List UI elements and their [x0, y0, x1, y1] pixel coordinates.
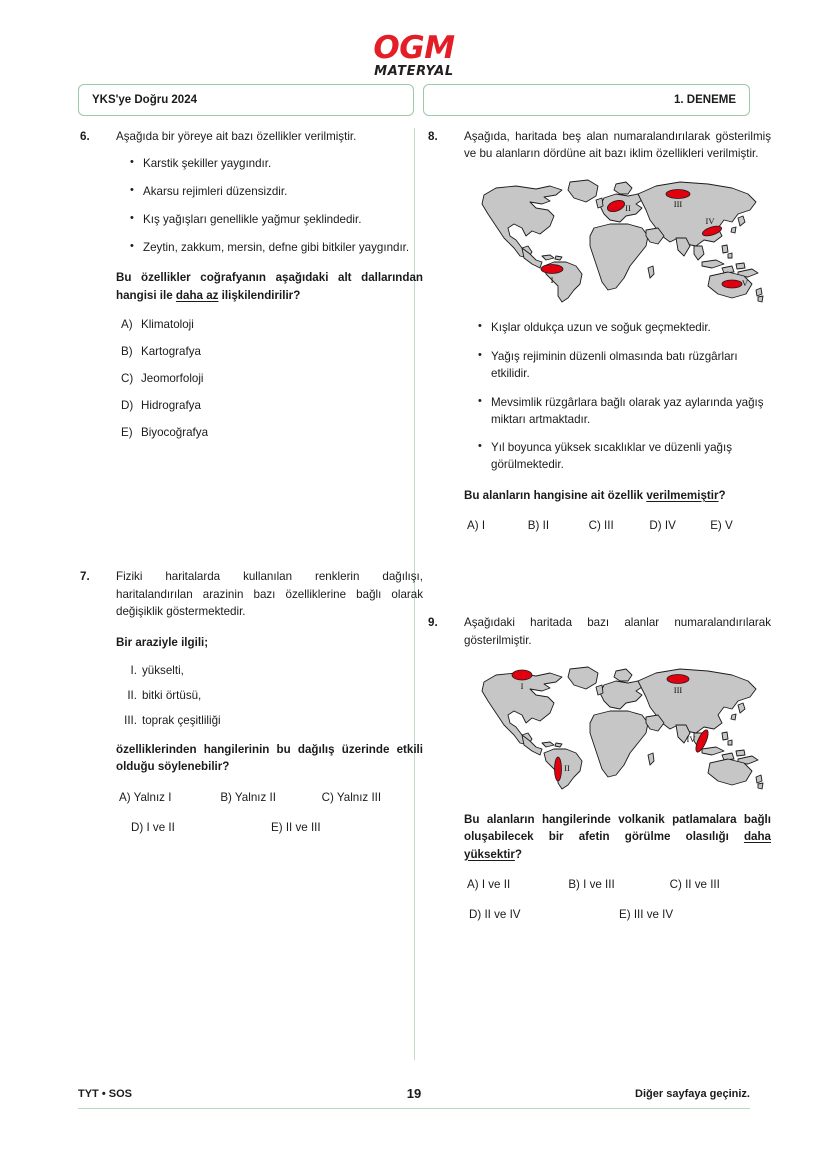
map-label-4: IV	[686, 733, 696, 744]
question-8-choices	[464, 517, 771, 534]
question-6	[78, 128, 423, 440]
question-9-stem: Aşağıdaki haritada bazı alanlar numaralandırılarak gösterilmiştir.	[464, 616, 771, 647]
list-item: • Mevsimlik rüzgârlara bağlı olarak yaz aylarında yağış miktarı artmaktadır.	[478, 395, 771, 429]
choice-a[interactable]: A) I	[467, 519, 486, 533]
footer-note: Diğer sayfaya geçiniz.	[635, 1087, 750, 1100]
question-8-number: 8.	[428, 130, 438, 143]
header-box-right	[423, 84, 750, 116]
choice-d[interactable]: D) II ve IV	[469, 908, 521, 922]
choice-c[interactable]: C) II ve III	[669, 877, 720, 891]
question-6-prompt-pre: Bu özellikler coğrafyanın aşağıdaki alt dallarından hangisi ile	[116, 271, 423, 302]
question-9-prompt-pre: Bu alanların hangilerinde volkanik patlamalara bağlı oluşabilecek bir afetin görülme olasılığı	[464, 812, 771, 844]
map-marker-1	[512, 670, 532, 680]
question-7-stem: Fiziki haritalarda kullanılan renklerin dağılışı, haritalandırılan arazinin bazı özelliklerine bağlı olarak değişiklik göstermektedir.	[116, 570, 423, 618]
choice-b-text: Kartografya	[141, 345, 201, 359]
question-7	[78, 568, 423, 836]
page-number: 19	[406, 1086, 422, 1101]
choice-a[interactable]	[121, 317, 423, 332]
question-9-map-figure	[464, 663, 771, 791]
page-footer	[78, 1086, 750, 1101]
question-8-prompt-underlined: verilmemiştir	[646, 488, 719, 502]
question-6-prompt-post: ilişkilendirilir?	[218, 288, 301, 302]
header-right-label: 1. DENEME	[674, 94, 736, 106]
choice-d[interactable]: D) IV	[649, 519, 676, 533]
choice-a-label: A)	[121, 318, 133, 332]
choice-d-text: Hidrografya	[141, 399, 201, 413]
map-label-3: III	[673, 199, 683, 210]
choice-e[interactable]	[121, 425, 423, 440]
right-column	[426, 128, 771, 923]
choice-c[interactable]: C) III	[588, 519, 614, 533]
question-9	[426, 614, 771, 923]
question-7-lead: Bir araziyle ilgili;	[116, 635, 209, 649]
logo-sub-text: MATERYAL	[374, 64, 454, 79]
choice-e[interactable]: E) III ve IV	[619, 908, 674, 922]
roman-text-2: bitki örtüsü,	[142, 688, 202, 702]
question-6-prompt-underlined: daha az	[175, 288, 219, 302]
list-item: • Kışlar oldukça uzun ve soğuk geçmektedir.	[478, 320, 771, 337]
roman-number-2: II.	[127, 688, 137, 702]
list-item: • Yağış rejiminin düzenli olmasında batı rüzgârları etkilidir.	[478, 349, 771, 383]
choice-c-label: C)	[121, 372, 134, 386]
choice-e[interactable]: E) V	[710, 519, 733, 533]
choice-c-text: Jeomorfoloji	[141, 372, 204, 386]
list-item	[116, 688, 423, 703]
question-7-choices-row-2	[116, 819, 423, 836]
question-9-prompt	[464, 811, 771, 863]
map-label-1: I	[550, 275, 554, 286]
question-6-number: 6.	[80, 130, 90, 143]
roman-number-3: III.	[124, 714, 137, 728]
map-marker-3	[666, 190, 690, 199]
question-9-prompt-post: ?	[514, 847, 523, 861]
choice-e[interactable]: E) II ve III	[271, 821, 321, 835]
question-7-choices-row-1	[116, 789, 423, 806]
question-8-stem: Aşağıda, haritada beş alan numaralandırılarak gösterilmiş ve bu alanların dördüne ait bazı iklim özellikleri verilmiştir.	[464, 130, 771, 161]
question-7-roman-list	[116, 663, 423, 728]
map-label-5: V	[741, 278, 749, 289]
roman-text-3: toprak çeşitliliği	[142, 714, 221, 728]
question-9-number: 9.	[428, 616, 438, 630]
question-9-choices-row-2	[464, 906, 771, 923]
choice-c[interactable]	[121, 371, 423, 386]
question-6-stem: Aşağıda bir yöreye ait bazı özellikler verilmiştir.	[116, 130, 357, 143]
choice-a-text: Klimatoloji	[141, 318, 194, 332]
map-label-2: II	[625, 203, 631, 214]
map-marker-2	[555, 757, 562, 781]
header-box-left	[78, 84, 414, 116]
question-8-prompt-pre: Bu alanların hangisine ait özellik	[464, 488, 647, 502]
world-map-icon	[470, 176, 766, 304]
list-item	[116, 663, 423, 678]
choice-a[interactable]: A) I ve II	[467, 877, 511, 891]
choice-d[interactable]	[121, 398, 423, 413]
question-8-prompt-post: ?	[718, 488, 726, 502]
left-column	[78, 128, 423, 836]
footer-divider	[78, 1108, 750, 1109]
question-6-prompt	[116, 269, 423, 304]
choice-b[interactable]	[121, 344, 423, 359]
map-marker-5	[722, 280, 742, 288]
roman-text-1: yükselti,	[142, 663, 184, 677]
choice-a[interactable]: A) Yalnız I	[119, 790, 172, 804]
question-7-number: 7.	[80, 570, 90, 584]
roman-number-1: I.	[130, 663, 137, 677]
question-6-bullet-list	[116, 156, 423, 256]
ogm-logo	[0, 30, 828, 79]
list-item: • Karstik şekiller yaygındır.	[130, 156, 423, 173]
map-marker-3	[667, 674, 689, 683]
world-map-icon	[470, 663, 766, 791]
question-6-choices	[116, 317, 423, 440]
choice-d-label: D)	[121, 399, 134, 413]
choice-b-label: B)	[121, 345, 133, 359]
map-label-3: III	[673, 684, 683, 695]
choice-b[interactable]: B) Yalnız II	[220, 790, 276, 804]
question-8	[426, 128, 771, 534]
map-marker-1	[541, 265, 563, 274]
question-8-prompt	[464, 487, 771, 504]
choice-b[interactable]: B) II	[527, 519, 550, 533]
question-8-bullet-list	[464, 320, 771, 474]
logo-main-text: OGM	[373, 30, 455, 66]
map-label-4: IV	[705, 216, 715, 227]
choice-d[interactable]: D) I ve II	[131, 821, 175, 835]
question-9-prompt-underlined: daha yüksektir	[464, 830, 771, 861]
choice-e-text: Biyocoğrafya	[141, 426, 209, 440]
list-item: • Kış yağışları genellikle yağmur şeklindedir.	[130, 212, 423, 229]
list-item: • Yıl boyunca yüksek sıcaklıklar ve düzenli yağış görülmektedir.	[478, 440, 771, 474]
choice-c[interactable]: C) Yalnız III	[321, 790, 382, 804]
question-9-choices-row-1	[464, 876, 771, 893]
header-left-label: YKS'ye Doğru 2024	[92, 94, 197, 106]
choice-b[interactable]: B) I ve III	[568, 877, 615, 891]
choice-e-label: E)	[121, 426, 133, 440]
list-item: • Akarsu rejimleri düzensizdir.	[130, 184, 423, 201]
map-label-2: II	[564, 762, 570, 773]
list-item	[116, 713, 423, 728]
map-label-1: I	[520, 680, 524, 691]
question-7-prompt: özelliklerinden hangilerinin bu dağılış üzerinde etkili olduğu söylenebilir?	[116, 743, 423, 774]
question-8-map-figure	[464, 176, 771, 304]
footer-subject: TYT • SOS	[78, 1087, 132, 1100]
list-item: • Zeytin, zakkum, mersin, defne gibi bitkiler yaygındır.	[130, 240, 423, 257]
